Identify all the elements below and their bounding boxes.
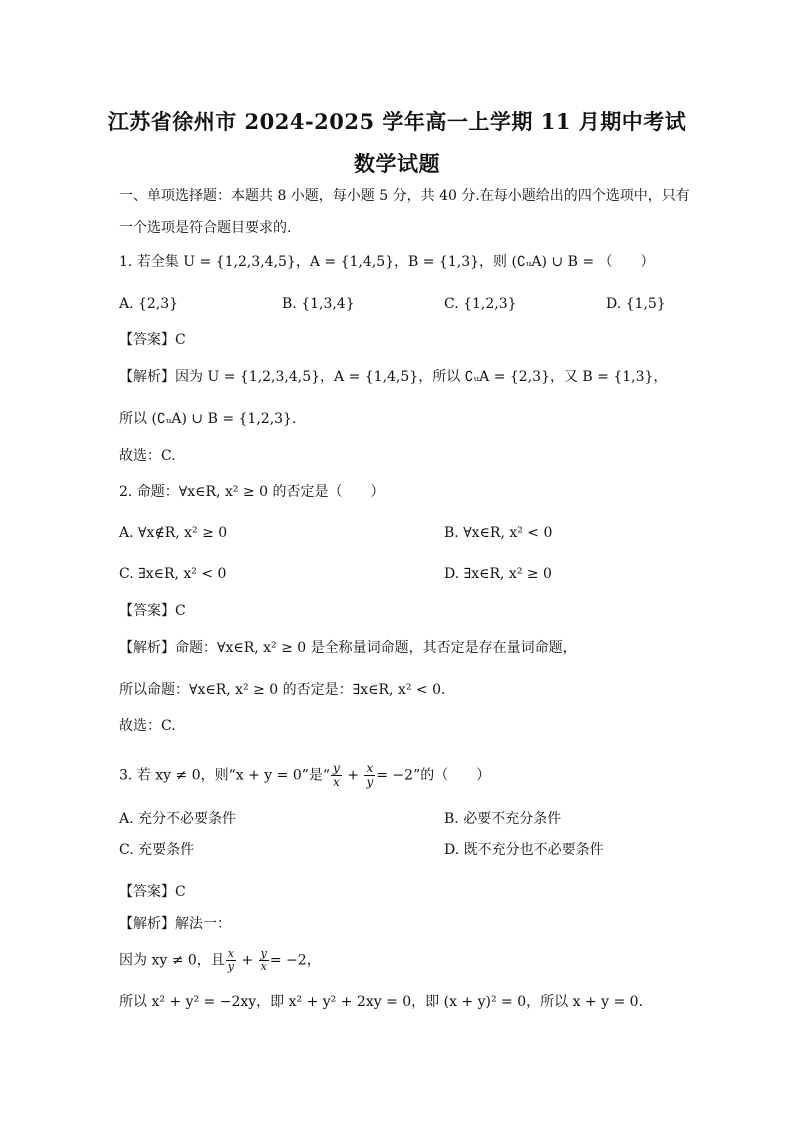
q1-option-c: C. {1,2,3} [444,296,517,312]
fraction-denominator: x [260,960,267,973]
fraction-numerator: y [260,947,267,960]
q1-analysis-line2: 所以 (∁ᵤA) ∪ B = {1,2,3}. [119,411,297,427]
q2-option-d: D. ∃x∈R, x² ≥ 0 [444,566,552,582]
q1-option-d: D. {1,5} [606,296,666,312]
q1-option-a: A. {2,3} [119,296,179,312]
q3-analysis-head: 【解析】解法一： [119,916,231,932]
q3-stem [119,762,490,789]
fraction-denominator: y [366,775,374,789]
fraction-numerator: x [227,947,235,960]
page-title: 江苏省徐州市 2024-2025 学年高一上学期 11 月期中考试 [107,109,687,134]
section-intro-line2: 一个选项是符合题目要求的. [119,220,292,236]
q3-stem-prefix: 3. 若 xy ≠ 0，则“x + y = 0”是“ [119,767,331,784]
q2-option-c: C. ∃x∈R, x² < 0 [119,566,227,582]
q3-analysis-line1 [119,948,321,973]
q3-option-c: C. 充要条件 [119,842,195,858]
page-subtitle: 数学试题 [354,151,440,176]
q3-fraction-x-over-y-b [226,948,236,973]
fraction-numerator: y [333,761,340,775]
q2-option-a: A. ∀x∉R, x² ≥ 0 [119,525,228,541]
q3-option-d: D. 既不充分也不必要条件 [444,842,604,858]
q2-option-b: B. ∀x∈R, x² < 0 [444,525,553,541]
q2-stem: 2. 命题：∀x∈R, x² ≥ 0 的否定是（ ） [119,484,385,500]
q1-answer: 【答案】C [119,332,186,348]
fraction-denominator: y [227,960,235,973]
q1-analysis-line1: 【解析】因为 U = {1,2,3,4,5}，A = {1,4,5}，所以 ∁ᵤA = {2,3}，又 B = {1,3}， [119,369,668,385]
q2-analysis-line1: 【解析】命题：∀x∈R, x² ≥ 0 是全称量词命题，其否定是存在量词命题， [119,640,577,656]
q1-conclusion: 故选：C. [119,448,176,464]
q3-fraction-x-over-y [364,762,375,789]
q3-analysis-line1-prefix: 因为 xy ≠ 0，且 [119,952,225,969]
q3-option-b: B. 必要不充分条件 [444,811,562,827]
fraction-numerator: x [366,761,374,775]
q1-option-b: B. {1,3,4} [282,296,355,312]
q3-stem-suffix: = −2”的（ ） [376,767,491,784]
q3-analysis-line1-suffix: = −2， [269,952,321,969]
q3-option-a: A. 充分不必要条件 [119,811,237,827]
q2-answer: 【答案】C [119,603,186,619]
fraction-denominator: x [333,775,340,789]
q3-fraction-y-over-x-b [259,948,269,973]
q3-analysis-line2: 所以 x² + y² = −2xy，即 x² + y² + 2xy = 0，即 (x + y)² = 0，所以 x + y = 0. [119,994,644,1010]
section-intro-line1: 一、单项选择题：本题共 8 小题，每小题 5 分，共 40 分.在每小题给出的四个选项中，只有 [119,188,690,204]
q3-plus-sign: + [342,767,364,784]
q3-plus-sign-b: + [237,952,258,969]
q3-fraction-y-over-x [331,762,342,789]
q1-stem: 1. 若全集 U = {1,2,3,4,5}，A = {1,4,5}，B = {1,3}，则 (∁ᵤA) ∪ B = （ ） [119,254,655,270]
q2-analysis-line2: 所以命题：∀x∈R, x² ≥ 0 的否定是：∃x∈R, x² < 0. [119,682,446,698]
q2-conclusion: 故选：C. [119,718,176,734]
q3-answer: 【答案】C [119,884,186,900]
